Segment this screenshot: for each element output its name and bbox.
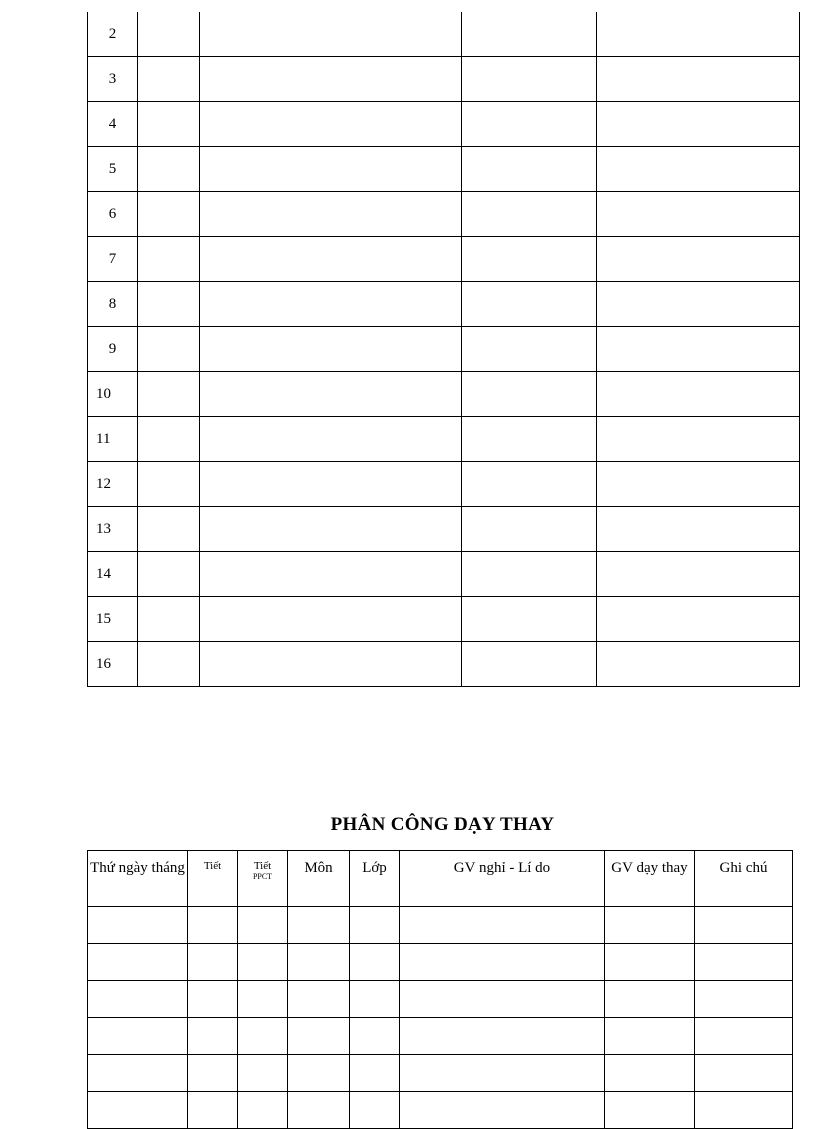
log-cell[interactable] (462, 57, 597, 102)
substitution-cell[interactable] (238, 1018, 288, 1055)
log-cell[interactable] (462, 417, 597, 462)
log-cell[interactable] (597, 417, 800, 462)
log-cell[interactable] (200, 642, 462, 687)
log-cell[interactable] (200, 282, 462, 327)
substitution-cell[interactable] (238, 944, 288, 981)
substitution-row (88, 1055, 793, 1092)
log-cell[interactable] (138, 642, 200, 687)
log-cell[interactable] (597, 642, 800, 687)
header-ppct-label: PPCT (252, 872, 273, 881)
substitution-cell[interactable] (88, 907, 188, 944)
header-substitute-teacher: GV dạy thay (605, 851, 695, 907)
log-cell[interactable] (138, 237, 200, 282)
log-row (88, 147, 800, 192)
log-row-number: 8 (88, 282, 138, 327)
substitution-cell[interactable] (605, 907, 695, 944)
log-cell[interactable] (597, 552, 800, 597)
log-row-number: 3 (88, 57, 138, 102)
log-row (88, 462, 800, 507)
log-cell[interactable] (462, 507, 597, 552)
log-cell[interactable] (597, 147, 800, 192)
log-cell[interactable] (462, 642, 597, 687)
log-cell[interactable] (138, 57, 200, 102)
substitution-cell[interactable] (188, 907, 238, 944)
log-cell[interactable] (138, 102, 200, 147)
substitution-cell[interactable] (288, 1055, 350, 1092)
header-subject: Môn (288, 851, 350, 907)
log-cell[interactable] (597, 12, 800, 57)
log-cell[interactable] (138, 12, 200, 57)
log-row (88, 237, 800, 282)
substitution-cell[interactable] (238, 907, 288, 944)
log-row (88, 552, 800, 597)
log-cell[interactable] (200, 57, 462, 102)
log-cell[interactable] (200, 372, 462, 417)
substitution-cell[interactable] (238, 1055, 288, 1092)
log-cell[interactable] (138, 462, 200, 507)
header-period: Tiết (188, 851, 238, 907)
log-row (88, 507, 800, 552)
substitution-cell[interactable] (188, 981, 238, 1018)
substitution-cell[interactable] (288, 981, 350, 1018)
log-cell[interactable] (138, 327, 200, 372)
log-cell[interactable] (597, 597, 800, 642)
log-row (88, 327, 800, 372)
substitution-header-row (88, 851, 793, 907)
log-row (88, 417, 800, 462)
log-cell[interactable] (138, 372, 200, 417)
substitution-cell[interactable] (605, 944, 695, 981)
log-row-number: 16 (88, 642, 138, 687)
log-cell[interactable] (138, 597, 200, 642)
log-cell[interactable] (138, 552, 200, 597)
header-period-ppct (238, 851, 288, 907)
log-row (88, 102, 800, 147)
substitution-cell[interactable] (400, 944, 605, 981)
substitution-cell[interactable] (695, 944, 793, 981)
log-cell[interactable] (138, 417, 200, 462)
log-row-number: 6 (88, 192, 138, 237)
log-cell[interactable] (462, 327, 597, 372)
log-cell[interactable] (462, 192, 597, 237)
log-cell[interactable] (462, 597, 597, 642)
substitution-cell[interactable] (238, 981, 288, 1018)
log-row-number: 11 (88, 417, 138, 462)
substitution-cell[interactable] (350, 1055, 400, 1092)
substitution-cell[interactable] (605, 1055, 695, 1092)
substitution-cell[interactable] (400, 1018, 605, 1055)
substitution-body (88, 907, 793, 1129)
substitution-cell[interactable] (695, 907, 793, 944)
log-cell[interactable] (597, 507, 800, 552)
log-row-number: 7 (88, 237, 138, 282)
substitution-cell[interactable] (88, 981, 188, 1018)
log-cell[interactable] (200, 147, 462, 192)
header-date: Thứ ngày tháng (88, 851, 188, 907)
log-cell[interactable] (138, 282, 200, 327)
substitution-row (88, 1018, 793, 1055)
lesson-log-table (87, 12, 800, 687)
log-row-number: 4 (88, 102, 138, 147)
substitution-cell[interactable] (400, 1055, 605, 1092)
substitution-row (88, 907, 793, 944)
log-cell[interactable] (462, 372, 597, 417)
substitution-cell[interactable] (695, 1055, 793, 1092)
log-cell[interactable] (200, 12, 462, 57)
log-cell[interactable] (200, 192, 462, 237)
log-cell[interactable] (462, 147, 597, 192)
log-cell[interactable] (597, 192, 800, 237)
log-cell[interactable] (200, 462, 462, 507)
log-row-number: 13 (88, 507, 138, 552)
log-row-number: 15 (88, 597, 138, 642)
log-row (88, 642, 800, 687)
log-cell[interactable] (597, 327, 800, 372)
log-cell[interactable] (597, 462, 800, 507)
substitution-cell[interactable] (188, 1055, 238, 1092)
substitution-cell[interactable] (695, 1018, 793, 1055)
log-row (88, 282, 800, 327)
log-cell[interactable] (462, 237, 597, 282)
log-cell[interactable] (597, 282, 800, 327)
log-cell[interactable] (200, 417, 462, 462)
log-cell[interactable] (597, 237, 800, 282)
log-cell[interactable] (597, 102, 800, 147)
log-row (88, 372, 800, 417)
log-cell[interactable] (200, 597, 462, 642)
log-row-number: 5 (88, 147, 138, 192)
substitution-cell[interactable] (288, 1018, 350, 1055)
substitution-cell[interactable] (288, 944, 350, 981)
substitution-cell[interactable] (350, 1018, 400, 1055)
substitution-cell[interactable] (695, 981, 793, 1018)
substitution-cell[interactable] (188, 944, 238, 981)
log-cell[interactable] (462, 102, 597, 147)
substitution-cell[interactable] (88, 944, 188, 981)
log-row (88, 57, 800, 102)
substitution-cell[interactable] (400, 907, 605, 944)
log-row-number: 9 (88, 327, 138, 372)
log-row-number: 14 (88, 552, 138, 597)
log-cell[interactable] (462, 282, 597, 327)
log-cell[interactable] (200, 237, 462, 282)
substitution-cell[interactable] (188, 1018, 238, 1055)
substitution-cell[interactable] (605, 981, 695, 1018)
log-cell[interactable] (200, 507, 462, 552)
log-cell[interactable] (462, 12, 597, 57)
lesson-log-body (88, 12, 800, 687)
substitution-table (87, 850, 793, 1129)
log-cell[interactable] (138, 147, 200, 192)
substitution-cell[interactable] (288, 907, 350, 944)
log-cell[interactable] (138, 192, 200, 237)
substitution-row (88, 981, 793, 1018)
log-cell[interactable] (462, 462, 597, 507)
log-cell[interactable] (138, 507, 200, 552)
log-row-number: 2 (88, 12, 138, 57)
substitution-cell[interactable] (400, 981, 605, 1018)
log-cell[interactable] (200, 102, 462, 147)
substitution-cell[interactable] (88, 1018, 188, 1055)
log-cell[interactable] (597, 57, 800, 102)
log-row-number: 10 (88, 372, 138, 417)
log-cell[interactable] (597, 372, 800, 417)
substitution-title: PHÂN CÔNG DẠY THAY (330, 814, 555, 835)
log-row (88, 192, 800, 237)
substitution-cell[interactable] (605, 1018, 695, 1055)
substitution-cell[interactable] (350, 944, 400, 981)
log-cell[interactable] (200, 327, 462, 372)
header-period-ppct-label: Tiết (253, 860, 272, 872)
substitution-cell[interactable] (350, 981, 400, 1018)
log-cell[interactable] (200, 552, 462, 597)
log-row (88, 12, 800, 57)
header-note: Ghi chú (695, 851, 793, 907)
log-row (88, 597, 800, 642)
log-row-number: 12 (88, 462, 138, 507)
header-class: Lớp (350, 851, 400, 907)
substitution-row (88, 944, 793, 981)
header-absent-teacher: GV nghỉ - Lí do (400, 851, 605, 907)
log-cell[interactable] (462, 552, 597, 597)
substitution-cell[interactable] (88, 1055, 188, 1092)
substitution-cell[interactable] (350, 907, 400, 944)
